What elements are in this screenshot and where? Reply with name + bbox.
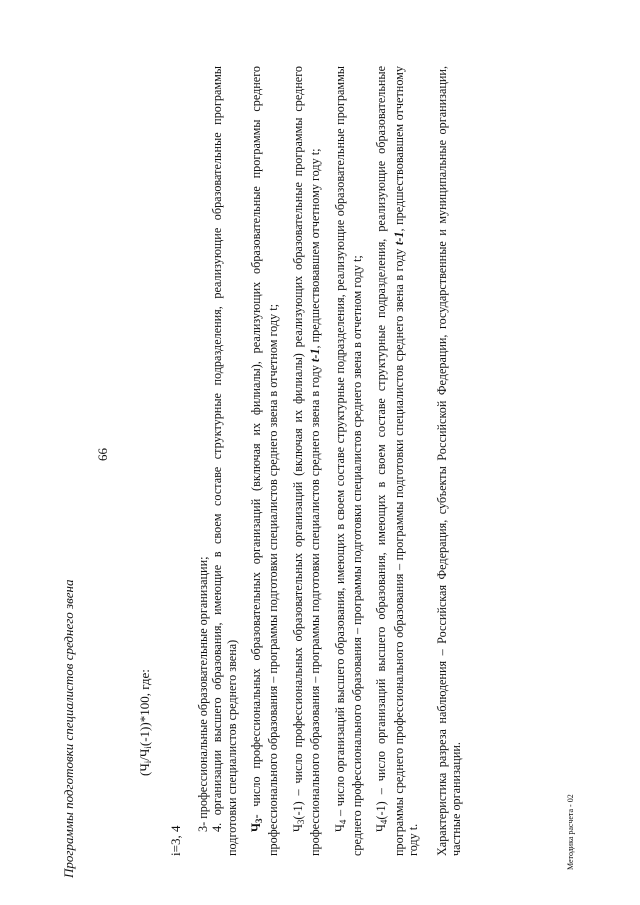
list-item-4: 4. организации высшего образования, имеющие в своем составе структурные подразделения, реализующие образовательные программы подготовки специалистов среднего звена) — [210, 65, 239, 856]
page-body — [138, 66, 472, 856]
index-line: i=3, 4 — [168, 825, 184, 856]
definition-c3: $Ч_3-$ число профессиональных образовательных организаций (включая их филиалы), реализующих образовательные программы среднего профессионального образования – программы подготовки специалистов среднего звена в отчетном году t; — [249, 65, 281, 856]
definition-c3-prev: $Ч_3(-1)$ – число профессиональных образовательных организаций (включая их филиалы) реализующих образовательные программы среднего профессионального образования – программы подготовки специалистов среднего звена в году t-1, предшествовавшем отчетному году t; — [290, 65, 323, 856]
definition-c4: $Ч_4$ – число организаций высшего образования, имеющих в своем составе структурные подразделения, реализующие образовательные программы среднего профессионального образования – программы подготовки специалистов среднего звена в отчетном году t; — [332, 65, 365, 856]
org-list — [196, 66, 239, 856]
formula — [138, 66, 155, 776]
page-number: 66 — [95, 447, 110, 461]
footer-note: Методика расчета - 02 — [566, 793, 575, 870]
formula-sub2: i — [143, 745, 153, 749]
characteristic-paragraph: Характеристика разреза наблюдения – Российская Федерация, субъекты Российской Федерации, государственные и муниципальные организации, частные организации. — [434, 65, 464, 856]
formula-sub1: i — [143, 760, 153, 763]
rotated-page — [60, 28, 580, 878]
formula-part1: (Ч — [137, 762, 152, 776]
formula-part2: /Ч — [137, 748, 152, 761]
definition-c4-prev: $Ч_4(-1)$ – число организаций высшего образования, имеющих в своем составе структурные подразделения, реализующие образовательные программы среднего профессионального образования – программы подготовки специалистов среднего звена в году t-1, предшествовавшем отчетному году t. — [374, 65, 421, 856]
formula-part3: (-1))*100, где: — [137, 668, 152, 746]
section-title: Программы подготовки специалистов среднего звена — [61, 579, 76, 878]
list-item-3: 3- профессиональные образовательные организации; — [195, 556, 210, 832]
